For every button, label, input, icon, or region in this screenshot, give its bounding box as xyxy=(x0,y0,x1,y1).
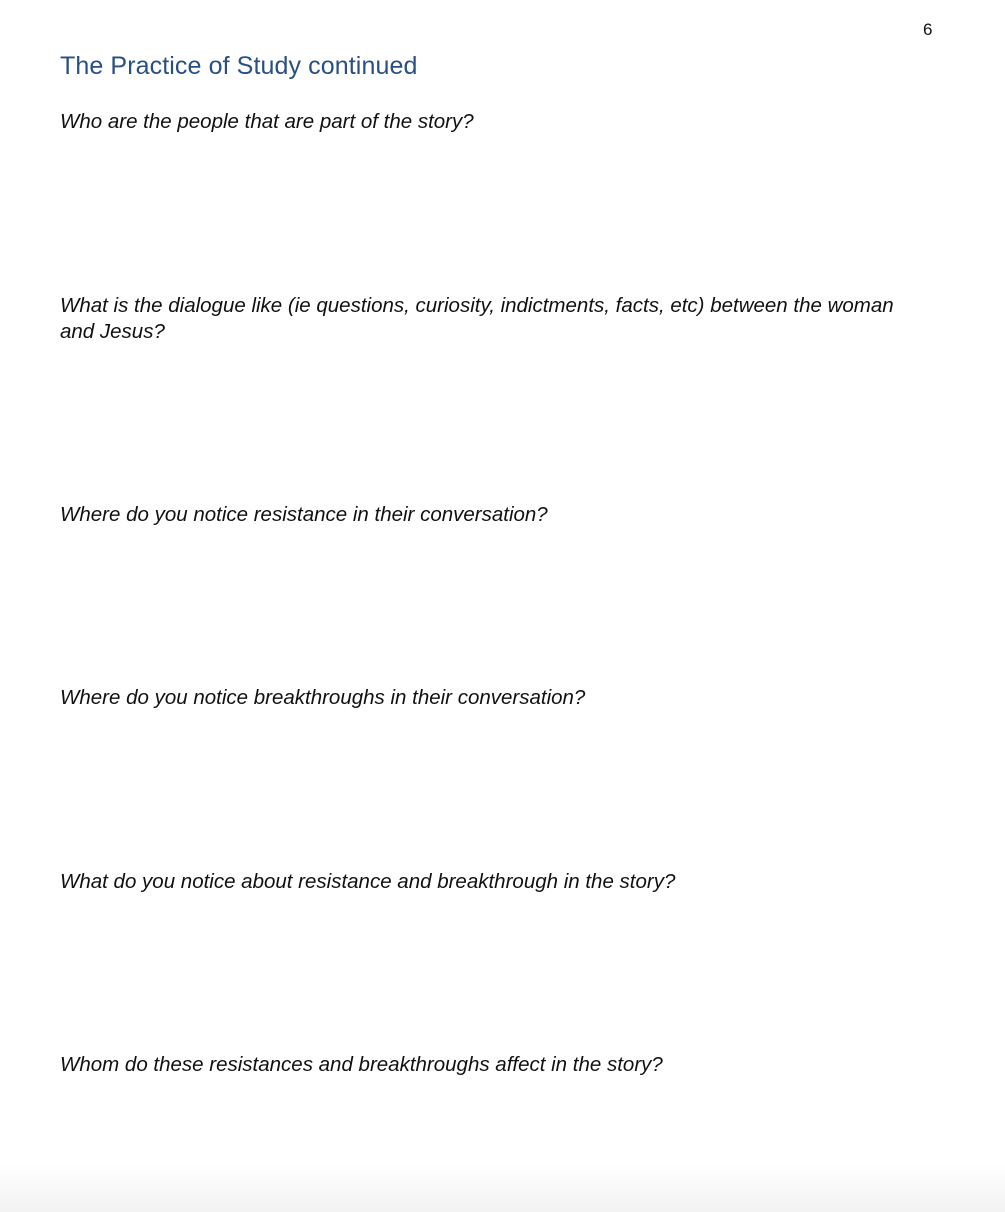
page-number: 6 xyxy=(923,20,933,39)
section-title: The Practice of Study continued xyxy=(60,52,418,80)
page-bottom-shadow xyxy=(0,1164,1005,1212)
question-6: Whom do these resistances and breakthroughs affect in the story? xyxy=(60,1053,663,1076)
question-5: What do you notice about resistance and breakthrough in the story? xyxy=(60,870,676,893)
question-1: Who are the people that are part of the story? xyxy=(60,110,474,133)
question-4: Where do you notice breakthroughs in their conversation? xyxy=(60,686,586,709)
question-2: What is the dialogue like (ie questions, curiosity, indictments, facts, etc) between the woman and Jesus? xyxy=(60,294,894,343)
question-3: Where do you notice resistance in their conversation? xyxy=(60,503,548,526)
